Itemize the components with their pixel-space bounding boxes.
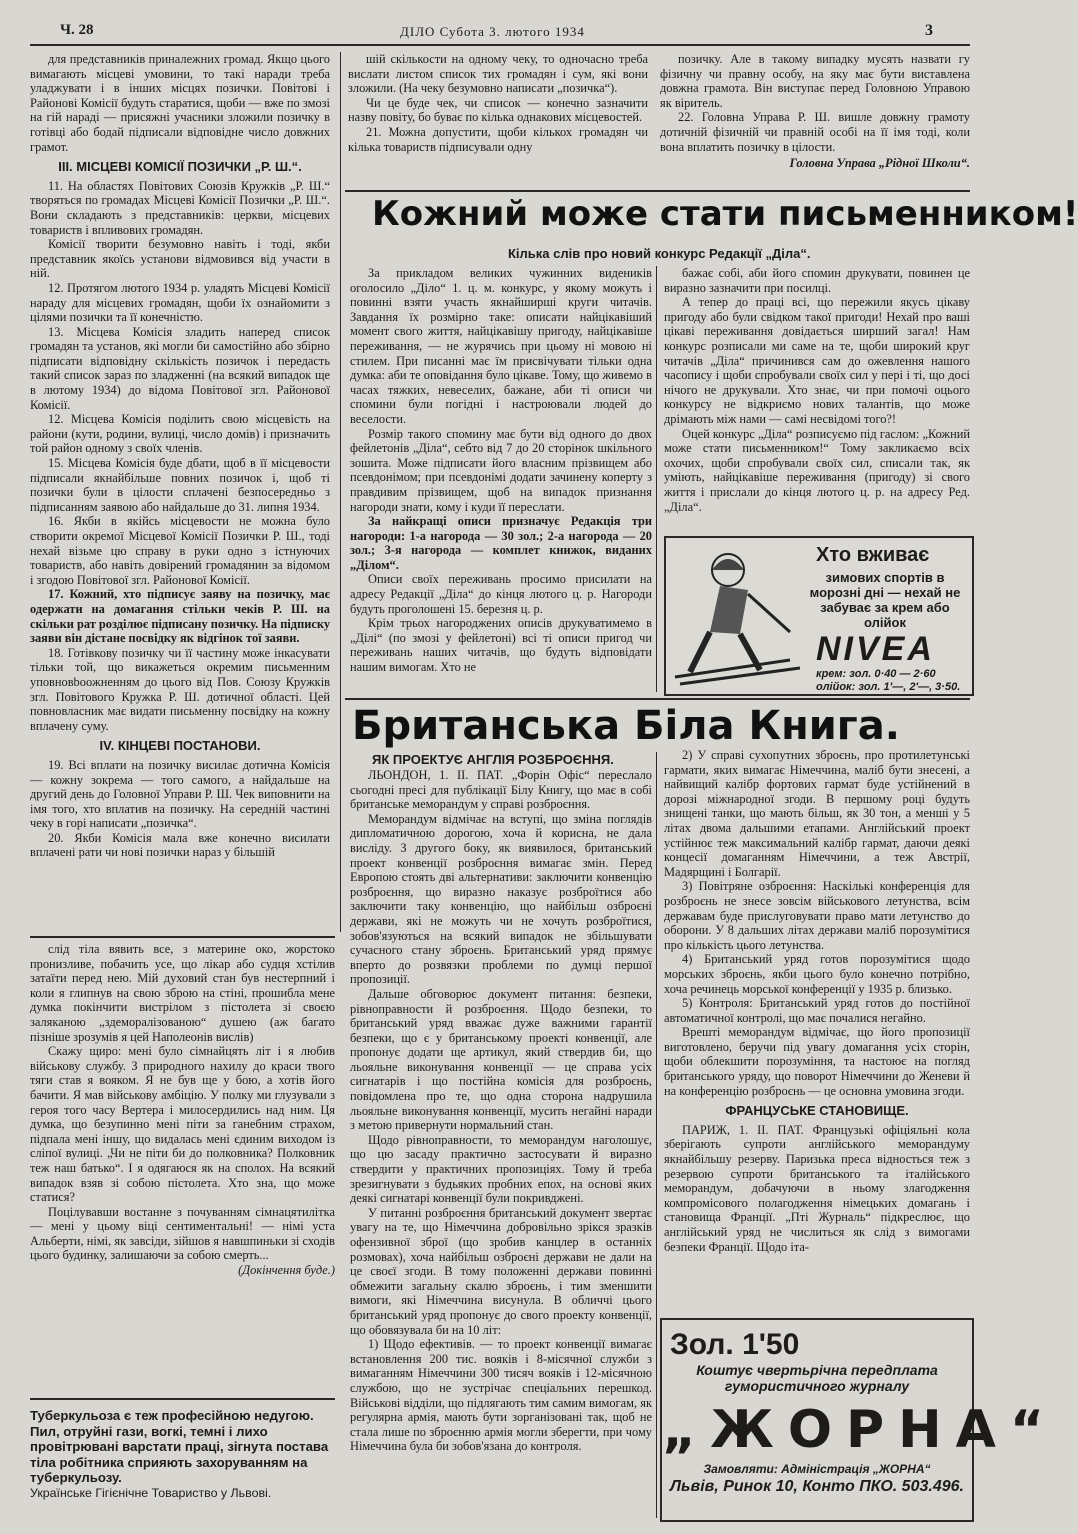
british-right-6: ПАРИЖ, 1. II. ПАТ. Французькі офіціяльні кола зберігають супроти англійського меморандуму якнайбільшу резерву. Паризька преса відносться теж з резервою супроти британського та італійського меморандум, добачуючи в ньому злагодження компромісового полагодження німецьких домагань і становища Франції. „Пті Журналь“ підкреслює, що англійський уряд не числиться як слід з вимогами безпеки Франції. Щодо іта- [664, 1122, 970, 1254]
loan-paragraph-15: 15. Місцева Комісія буде дбати, щоб в її місцевости підписали якнайбільше повних позичок і, щоб ті позички були в цілости сплачені безпосередньо з підписанням заявою або найдальше до 31. липня 1934. [30, 456, 330, 514]
british-left-4: Щодо рівноправности, то меморандум наголошує, що цю засаду практично застосувати й виразно ствердити у практичних пропозиціях. Тому й треба зрезигнувати з будьяких пробних епох, на основі яких деякі сигнатарі конвенції були покривджені. [350, 1132, 652, 1206]
writer-left-5: Крім трьох нагороджених описів друкуватимемо в „Ділі“ (по змозі у фейлетоні) всі ті описи пригод чи переживань наших читачів, що будуть відповідати нашим вимогам. Хто не [350, 616, 652, 675]
masthead-date: ДІЛО Субота 3. лютого 1934 [400, 24, 585, 39]
zhorna-price: Зол. 1'50 [670, 1328, 800, 1361]
british-right-5: Врешті меморандум відмічає, що його пропозиції виготовлено, беручи під увагу домагання усіх сторін, щоби облекшити порозуміння, та настоює на погляд британського уряду, що поворот Німеччини до Женеви й на конференцію розброєнь — це основна умовина згоди. [664, 1025, 970, 1098]
feuilleton-rule [30, 936, 335, 938]
british-right-column [664, 748, 970, 1310]
hygiene-society: Українське Гігієнічне Товариство у Львові. [30, 1485, 272, 1500]
british-left-1: ЛЬОНДОН, 1. II. ПАТ. „Форін Офіс“ переслало сьогодні пресі для публікації Білу Книгу, що має в собі британське меморандум у справі розброєння. [350, 768, 652, 812]
nivea-ad [664, 536, 974, 696]
loan-cont-b: Чи це буде чек, чи список — конечно зазначити назву повіту, бо буває по кілька однакових місцевостей. [348, 95, 648, 125]
writer-left-column [350, 266, 652, 692]
loan-intro: для представників приналежних громад. Якщо цього вимагають місцеві умовини, то такі наради треба уладжувати і в інших місцях позички. Повітові і Районові Комісії будуть старатися, щоби — вже по змозі на гій нараді — присяжні учасники зложили позичку в готівці або бодай підписали відповідне число довжних грамот. [30, 52, 330, 154]
writer-left-4: Описи своїх переживань просимо присилати на адресу Редакції „Діла“ до кінця лютого ц. р. Нагороди будуть проголошені 15. березня ц. р. [350, 572, 652, 616]
loan-final-a: позичку. Але в такому випадку мусять назвати гу фізичну чи правну особу, на яку має бути виставлена довжна грамота. Він виступає перед Головною Управою як віритель. [660, 52, 970, 110]
column-divider [340, 52, 341, 932]
nivea-price-oil: олійок: зол. 1'—, 2'—, 3·50. [816, 681, 961, 693]
loan-paragraph-12: 12. Протягом лютого 1934 р. уладять Місцеві Комісії нараду для місцевих громадян, щоби їх ознайомити з цілями позички та її конечністю. [30, 280, 330, 325]
writer-right-3: Оцей конкурс „Діла“ розписуємо під гаслом: „Кожний може стати письменником!“ Тому закликаємо всіх охочих, щоби спробували своїх сил, списали так, як уміють, найцікавіше переживання (пригоду) зі свого життя і прислали до кінця лютого ц. р. на адресу Ред. „Діла“. [664, 426, 970, 514]
loan-paragraph-11b: Комісії творити безумовно навіть і тоді, якби представник якоїсь установи відмовився від участи в ній. [30, 237, 330, 281]
loan-article-column [30, 52, 330, 932]
british-left-column [350, 768, 652, 1518]
feuilleton-1: слід тіла вявить все, з материне око, жорстоко пронизливе, побачить усе, що лікар або судця хстілив затаїти перед нею. Мій духовий стан був нестерпний і коли я глипнув на свою зброю на стіні, прошибла мене думка покінчити вистрілом з пістолета зі своєю заляканою „здеморалізованою“ душею (аж багато пізніше зрозумів я цей Наполеонів вислів) [30, 942, 335, 1044]
british-left-5: У питанні розброєння британський документ звертає увагу на те, що Німеччина добровільно зрікся зразків офензивної зброї (що зробив канцлер в останніх розмовах), хоча найбільш озброєні держави не дали на це своєї згоди. В тому положенні держави повинні обмежити загальну скалю зброєнь, і тим зменшити вимоги, які Німеччина висунула. В обличчі цього британський уряд пропонує до свого проекту конвенції, що обовязувала би на 10 літ: [350, 1205, 652, 1337]
loan-cont-c: 21. Можна допустити, щоби кількох громадян чи кілька товариств підписували одну [348, 124, 648, 154]
writer-right-2: А тепер до праці всі, що пережили якусь цікаву пригоду або були свідком такої пригоди! Нехай про ваші цікаві переживання довідається ширший загал! Нам конкурс розписали ми саме на те, щоби широкий круг читачів „Діла“ причинився сам до ожевлення нашого часопису і щоби спробували своїх сил у пері і ті, що досі нічого не друкували. Хто знає, чи при помочі оцього конкурсу не відкриємо нових талантів, що може дрімають між нами — самі несвідомі того?! [664, 295, 970, 426]
writer-divider [656, 266, 657, 692]
tb-rule [30, 1398, 335, 1400]
british-right-2: 3) Повітряне озброєння: Наскількі конференція для розброєнь не знесе зовсім військового летунства, всім державам буде прислуговувати право мати летунство до оборони. У 8 дальших літах держави маліб порозумітися про кількість цього летунства. [664, 879, 970, 952]
feuilleton-3: Поцілувавши востанне з почуванням сімнацятилітка — мені у цьому віці сентиментальні! — німі уста Альберти, німі, як завсіди, зійшов я навшпиньки зі сходів цього будинку, залишаючи за собою смерть... [30, 1204, 335, 1263]
writer-subheadline: Кілька слів про новий конкурс Редакції „Діла“. [508, 246, 811, 261]
british-right-1: 2) У справі сухопутних зброєнь, про протилетунські гармати, яких вимагає Німеччина, маліб бути знесені, а найвищий калібр фортових гармат буде устійнений в дорозі міжнародної згоди. В першому році будуть знищені танки, що мають більш, як 30 тон, а менші у 5 літах двома дальшими етапами. Англійський проект устійнює теж максимальний калібр гармат, даючи деякі концесії домаганням Німеччини, а теж Австрії, Мадярщині і Болгарії. [664, 748, 970, 879]
zhorna-order: Замовляти: Адміністрація „ЖОРНА“ [703, 1462, 931, 1476]
nivea-price-cream: крем: зол. 0·40 — 2·60 [816, 668, 936, 680]
loan-continued-column [348, 52, 648, 187]
signature-school: Головна Управа „Рідної Школи“. [789, 156, 970, 171]
british-right-3: 4) Британський уряд готов порозумітися щодо морських зброєнь, якби цього було конечно потрібно, хоча речинець морської конференції у 1935 р. близько. [664, 952, 970, 996]
writer-top-rule [345, 190, 970, 192]
writer-left-1: За прикладом великих чужинних видеників оголосило „Діло“ 1. ц. м. конкурс, у якому можуть і повинні взяти участь якнайширші круги читачів. Завдання їх розмірно таке: описати найцікавіший момент свого життя, найцікавішу пригоду, найцікавіше переживання, — не журячись при цьому ні мовою ні стилем. При писанні має їм присвічувати тільки одна думка: аби те оповідання було цікаве. Тому, що живемо в часах тяжких, невеселих, бажане, аби ті описи чи спомини були погідні і настроювали людей до веселости. [350, 266, 652, 426]
loan-paragraph-14: 12. Місцева Комісія поділить свою місцевість на райони (кути, родини, вулиці, число домів) і призначить той район одному з своїх членів. [30, 412, 330, 456]
british-right-4: 5) Контроля: Британський уряд готов до постійної автоматичної контролі, що має почалися негайно. [664, 996, 970, 1025]
loan-paragraph-13: 13. Місцева Комісія зладить наперед список громадян та установ, які могли би самостійно або збірно підписати відповідну скількість позичок і передасть такий список зараз по зладженні (на всякий випадок ще в лютому 1934) до відома Повітової згл. Районової Комісії. [30, 324, 330, 412]
feuilleton-continued: (Докінчення буде.) [238, 1263, 335, 1278]
writer-right-column [664, 266, 970, 528]
tuberculosis-text: Туберкульоза є теж професійною недугою. Пил, отруйні гази, вогкі, темні і лихо провітрювані варстати праці, зігнута постава тіла робітника сприяють захоруванням на туберкульозу. [30, 1408, 329, 1486]
french-position-heading: ФРАНЦУСЬКЕ СТАНОВИЩЕ. [725, 1103, 909, 1119]
tuberculosis-notice [30, 1408, 335, 1514]
zhorna-line2: гумористичного журналу [724, 1378, 910, 1394]
loan-cont-a: шій скількости на одному чеку, то одночасно треба вислати листом список тих громадян і сум, які вони зложили. (На чеку безумовно написати „позичка“). [348, 52, 648, 96]
page-number-left: Ч. 28 [60, 22, 94, 38]
zhorna-address: Львів, Ринок 10, Конто ПКО. 503.496. [670, 1478, 964, 1495]
british-top-rule [345, 698, 970, 700]
british-left-6: 1) Щодо ефективів. — то проект конвенції вимагає встановлення 200 тис. вояків і 8-місячної служби з вимаганням Німеччини 300 тисяч вояків і 12-місячною службою, що не зустрічає спеціальних перешкод. Військові відділи, що підлягають тим самим вимогам, як регулярна армія, мають бути зорганізовані так, щоб не стала лише по зброєнню армія могли зберегти, при чому Німеччина була би зобов'язана до контроля. [350, 1337, 652, 1454]
nivea-logo: NIVEA [816, 630, 935, 668]
loan-paragraph-20: 20. Якби Комісія мала вже конечно висилати вплачені рати чи нові позички нараз у більшій [30, 830, 330, 860]
loan-paragraph-19: 19. Всі вплати на позичку висилає дотична Комісія — кожну зокрема — того самого, а найдальше на другий день до Головної Управи Р. Ш. Чек виповнити на імя того, хто вплатив на позичку. На середній частині чеку в горі написати „позичка“. [30, 757, 330, 831]
nivea-headline: Хто вживає [816, 544, 930, 566]
british-divider [656, 752, 657, 1518]
british-headline: Британська Біла Книга. [352, 703, 900, 749]
header-rule [30, 44, 970, 46]
writer-left-2: Розмір такого спомину має бути від одного до двох фейлетонів „Діла“, себто від 7 до 20 сторінок шкільного зошита. Може підписати його власним прізвищем або псевдонімом; при псевдонімі додати зачинену коперту з правдивим прізвищем, щоб на випадок признання нагороди знати, кому і куди її переслати. [350, 426, 652, 514]
writer-left-3: За найкращі описи призначує Редакція три нагороди: 1-а нагорода — 30 зол.; 2-а нагорода — 20 зол.; 3-я нагорода — комплет книжок, виданих „Ділом“. [350, 514, 652, 572]
zhorna-line1: Коштує чвертьрічна передплата [696, 1362, 938, 1378]
loan-paragraph-18: 18. Готівкову позичку чи її частину може інкасувати тільки той, що викажеться окремим письменним уповновbooжненням до цього від Пов. Союзу Кружків згл. Повітового Кружка Р. Ш. дотичної області. Цей повновласник має видати письменну посвідку на кожну вплачену суму. [30, 645, 330, 733]
zhorna-ad [660, 1318, 1059, 1522]
loan-final-b: 22. Головна Управа Р. Ш. вишле довжну грамоту дотичній фізичній чи правній особі на її імя тоді, коли вона вплатить позичку в цілости. [660, 110, 970, 154]
feuilleton-2: Скажу щиро: мені було сімнайцять літ і я любив військову службу. З природного нахилу до краси твого тяги став я вояком. Я не був ще у бою, а хотів його бачити. Я мав військову амбіцію. У полку ми глузували з героя того часу Вертера і милосердились над ним. Ця думка, що безупинно мені піти за ганебним страхом, підпала мені іншу, що видалась мені єдиним виходом із сліпої вулиці. „Чи не піти би до полковника? Полковник теж наш батько“. І я одягаюся як на сполох. На всякий випадок взяв зі собою пістолета. Хто зна, що може статися? [30, 1044, 335, 1205]
loan-final-column [660, 52, 970, 182]
page-number-right: 3 [925, 22, 933, 39]
loan-paragraph-17: 17. Кожний, хто підписує заяву на позичку, має одержати на домагання стільки чеків Р. Ш. на скільки рат розділює підписану позичку. На підписку заяви він дістане посвідку як відгінок тої заяви. [30, 587, 331, 646]
loan-paragraph-11: 11. На областях Повітових Союзів Кружків „Р. Ш.“ творяться по громадах Місцеві Комісії Позички „Р. Ш.“. Вони складають з представників: церкви, місцевих товариств і впливових громадян. [30, 178, 330, 237]
zhorna-title: „ЖОРНА“ [662, 1400, 1059, 1460]
writer-headline: Кожний може стати письменником! [372, 194, 1078, 234]
loan-paragraph-16: 16. Якби в якійсь місцевости не можна було створити окремої Місцевої Комісії Позички Р. Ш., тоді нехай візьме цю справу в руки одно з істнуючих товариств, або навіть довірений громадянин за відомом і згодою Повітової згл. Районової Комісії. [30, 514, 330, 587]
british-left-2: Меморандум відмічає на вступі, що зміна поглядів дипломатичною дорогою, хоча й корисна, не дала висліду. З другого боку, як виявилося, британський проект конвенції розброєння вимагає змін. Перед Европою стоять дві альтернативи: заключити конвенцію розброєння, що виразно наказує розброїтися або заключити таку конвенцію, що найбільш озброєні держави, які не можуть чи не хочуть розброїтися, зобов'язуються на всякий випадок не збільшувати сучасного стану зброєнь. Британський уряд прямує вперто до розвязки проблеми по думці першої пропозиції. [350, 811, 652, 987]
british-subheadline: ЯК ПРОЕКТУЄ АНГЛІЯ РОЗБРОЄННЯ. [372, 752, 614, 767]
nivea-body: зимових спортів в морозні дні — нехай не забуває за крем або олійок [809, 570, 961, 630]
section-heading-3: III. МІСЦЕВІ КОМІСІЇ ПОЗИЧКИ „Р. Ш.“. [58, 159, 302, 175]
feuilleton-column [30, 942, 335, 1390]
skier-illustration [670, 542, 820, 692]
section-heading-4: IV. КІНЦЕВІ ПОСТАНОВИ. [99, 738, 261, 754]
british-left-3: Дальше обговорює документ питання: безпеки, рівноправности й розброєння. Щодо безпеки, то британський уряд вважає дуже важними гарантії безпеки, що є у британському проекті конвенції, але пропонує додати ще артикул, який ствердив би, що льояльне виконування конвенції — це справа усіх сигнатарів і що постійна комісія для розброєнь, повідомлена про те, що одна сторона надрушила льояльне виконування конвенції, мусить негайні наради з метою привернути нормальний стан. [350, 986, 652, 1133]
writer-right-1: бажає собі, аби його спомин друкувати, повинен це виразно зазначити при посилці. [664, 266, 970, 295]
